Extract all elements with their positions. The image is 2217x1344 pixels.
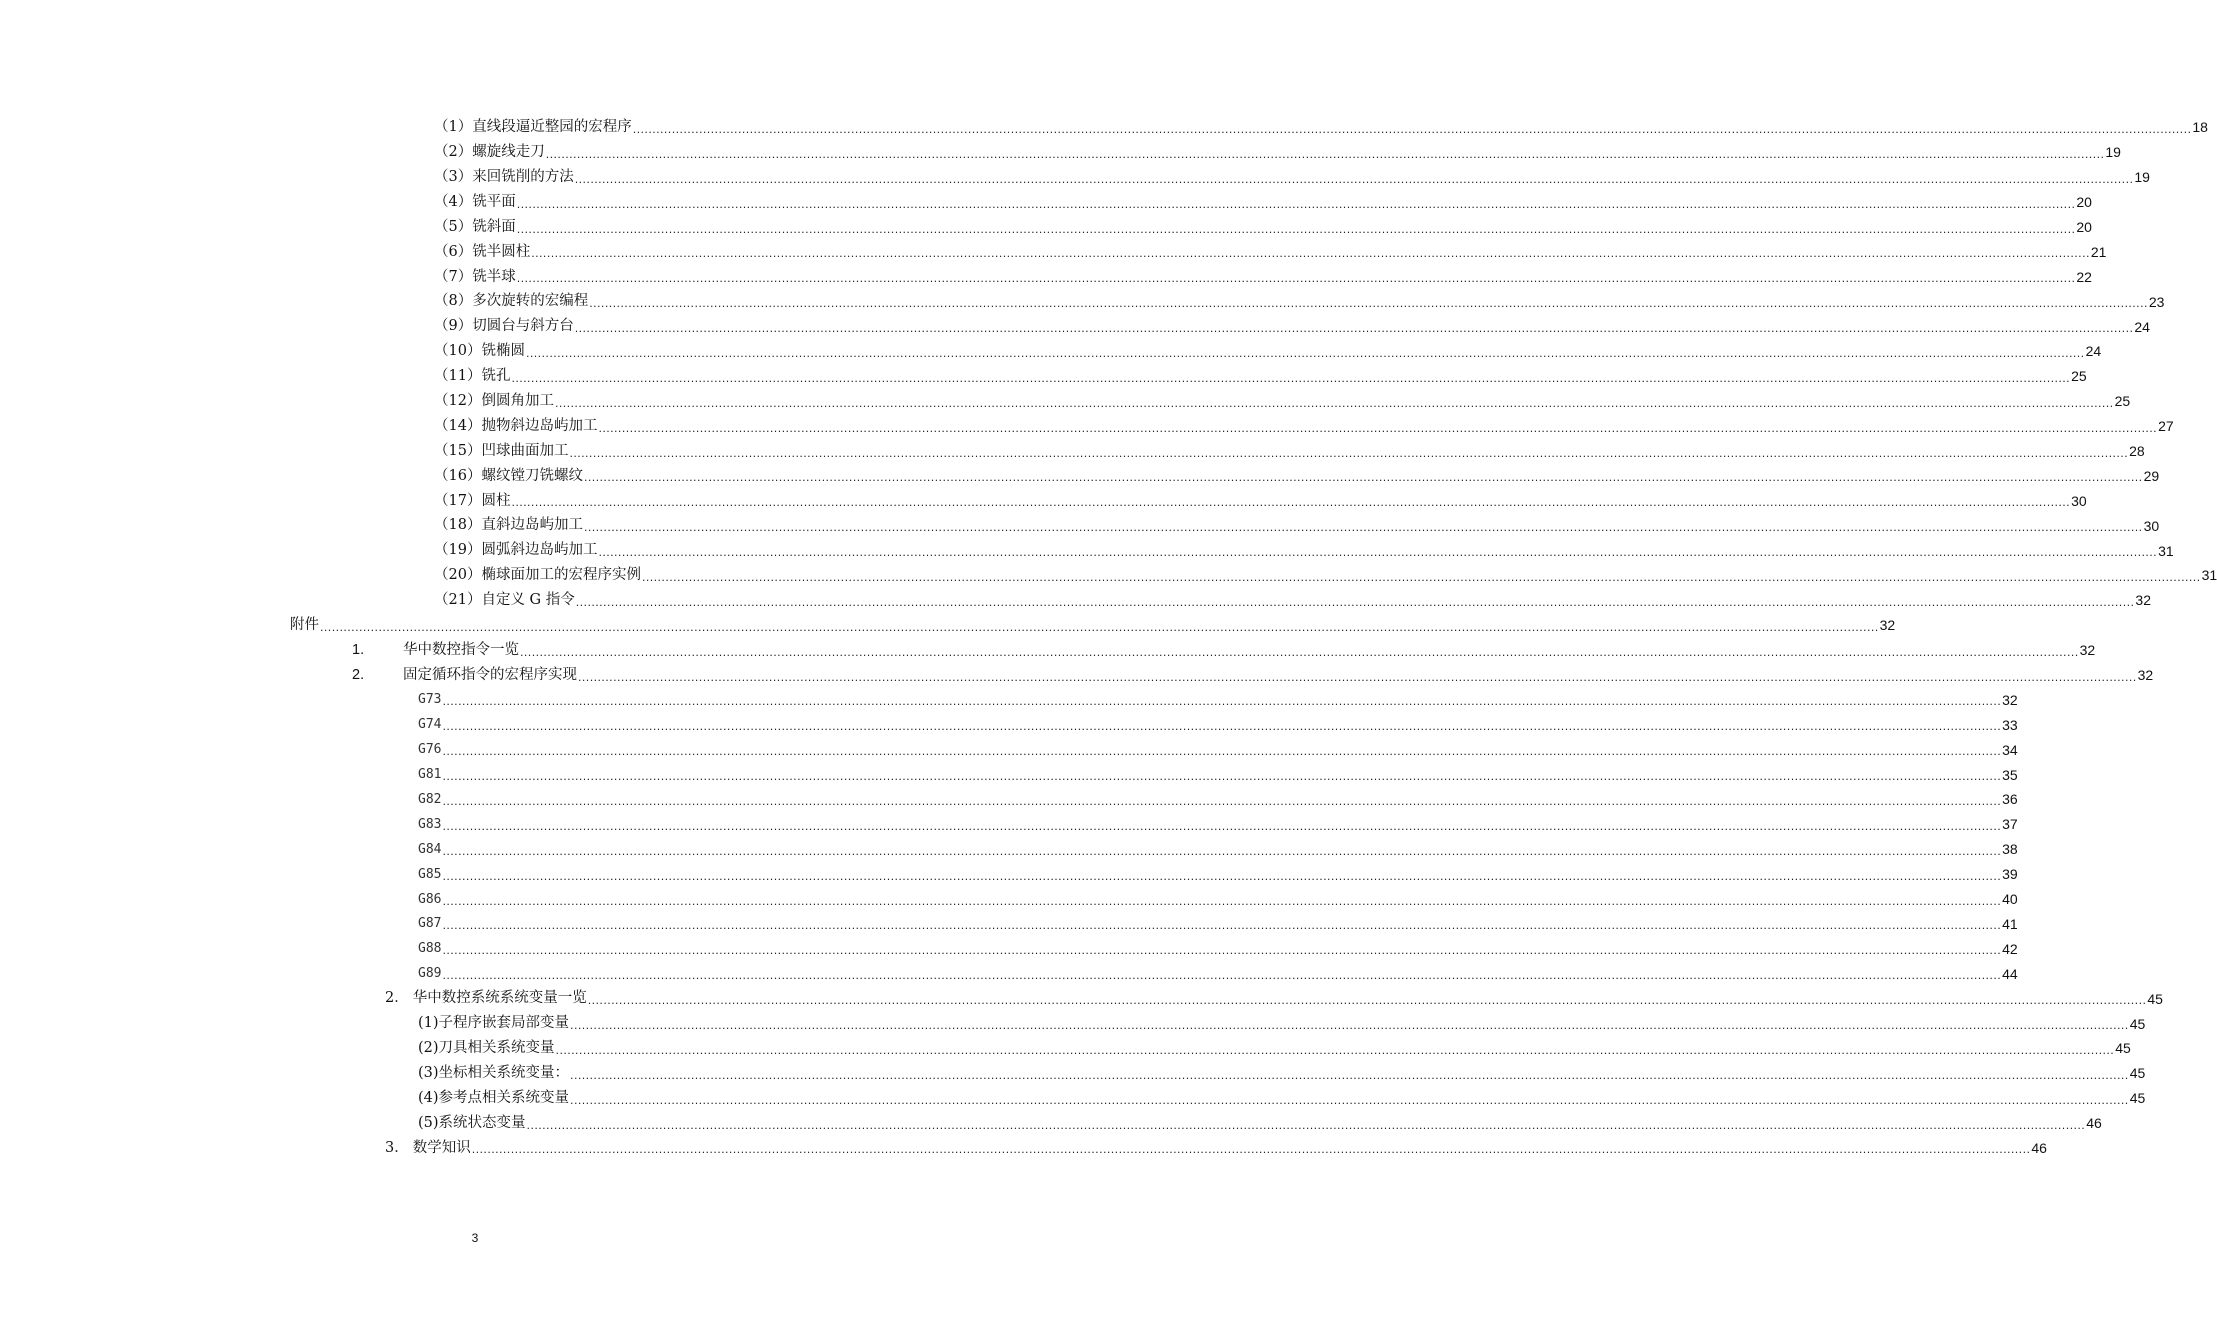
toc-dot-leader: ................................................................................................................................................................................................................................................................................................................................................................................................................ — [442, 819, 2002, 833]
toc-entry[interactable] — [209, 936, 2018, 961]
toc-dot-leader: ................................................................................................................................................................................................................................................................................................................................................................................................................ — [531, 247, 2090, 261]
page-number: 3 — [471, 1231, 479, 1245]
toc-entry-number: (3) — [418, 1065, 439, 1082]
toc-dot-leader: ................................................................................................................................................................................................................................................................................................................................................................................................................ — [578, 670, 2137, 684]
toc-entry-title: 铣椭圆 — [481, 343, 525, 360]
toc-entry[interactable] — [217, 563, 2217, 588]
toc-entry-title: G73 — [418, 692, 442, 708]
toc-entry-title: 直线段逼近整园的宏程序 — [472, 119, 632, 136]
toc-entry-page: 32 — [1879, 617, 1896, 634]
toc-entry-title: 华中数控指令一览 — [403, 641, 519, 658]
toc-entry[interactable] — [217, 190, 2092, 215]
toc-dot-leader: ................................................................................................................................................................................................................................................................................................................................................................................................................ — [570, 1019, 2129, 1032]
toc-dot-leader: ................................................................................................................................................................................................................................................................................................................................................................................................................ — [569, 446, 2129, 460]
toc-entry-number: （4） — [434, 193, 473, 210]
toc-entry-number: 3． — [385, 1139, 409, 1156]
toc-entry-title: G86 — [418, 891, 442, 907]
toc-entry-page: 19 — [2105, 144, 2121, 161]
toc-entry-page: 24 — [2134, 318, 2150, 335]
toc-entry-number: （12） — [434, 392, 482, 409]
toc-entry[interactable] — [217, 115, 2208, 140]
toc-dot-leader: ................................................................................................................................................................................................................................................................................................................................................................................................................ — [442, 894, 2002, 908]
toc-entry-title: 数学知识 — [412, 1139, 471, 1156]
toc-dot-leader: ................................................................................................................................................................................................................................................................................................................................................................................................................ — [442, 695, 2002, 709]
toc-dot-leader: ................................................................................................................................................................................................................................................................................................................................................................................................................ — [587, 994, 2147, 1008]
toc-entry-page: 37 — [2002, 816, 2018, 833]
toc-dot-leader: ................................................................................................................................................................................................................................................................................................................................................................................................................ — [442, 969, 2002, 983]
toc-entry-title: 刀具相关系统变量 — [438, 1040, 555, 1057]
toc-entry-title: G84 — [418, 841, 442, 857]
toc-entry-number: （19） — [434, 542, 482, 559]
toc-entry-title: 坐标相关系统变量： — [438, 1065, 570, 1082]
toc-entry-number: (1) — [418, 1015, 439, 1032]
toc-entry-page: 45 — [2129, 1090, 2146, 1107]
toc-dot-leader: ................................................................................................................................................................................................................................................................................................................................................................................................................ — [511, 371, 2071, 385]
toc-entry-number: （21） — [434, 592, 482, 609]
toc-entry-title: 圆弧斜边岛屿加工 — [481, 542, 598, 559]
toc-entry[interactable] — [209, 1036, 2131, 1061]
toc-entry-page: 34 — [2002, 741, 2018, 758]
toc-entry[interactable] — [217, 439, 2145, 464]
toc-entry-title: 直斜边岛屿加工 — [481, 517, 583, 534]
toc-entry-page: 31 — [2201, 567, 2217, 584]
toc-entry-page: 44 — [2002, 965, 2018, 982]
toc-entry-page: 40 — [2002, 891, 2018, 908]
toc-entry[interactable] — [217, 538, 2174, 563]
toc-entry-title: G85 — [418, 866, 442, 882]
toc-entry-title: 多次旋转的宏编程 — [472, 293, 589, 310]
toc-entry-number: （3） — [434, 168, 473, 185]
toc-entry-number: （7） — [434, 268, 473, 285]
toc-entry[interactable] — [217, 414, 2174, 439]
toc-entry-number: （18） — [434, 517, 482, 534]
toc-entry-title: 螺纹镗刀铣螺纹 — [481, 467, 583, 484]
toc-entry-title: 椭球面加工的宏程序实例 — [481, 567, 641, 584]
toc-entry-title: 参考点相关系统变量 — [438, 1089, 570, 1106]
toc-entry[interactable] — [217, 239, 2107, 264]
toc-entry[interactable] — [217, 264, 2092, 289]
toc-entry-title: 抛物斜边岛屿加工 — [481, 417, 598, 434]
toc-entry[interactable] — [209, 862, 2018, 887]
toc-entry-number: （17） — [434, 492, 482, 509]
toc-entry-page: 32 — [2002, 691, 2018, 708]
toc-entry-page: 45 — [2115, 1040, 2131, 1057]
toc-entry-page: 41 — [2002, 915, 2018, 932]
toc-entry-page: 20 — [2076, 219, 2092, 235]
toc-entry-page: 25 — [2114, 393, 2131, 410]
toc-entry[interactable] — [209, 712, 2018, 737]
toc-entry-page: 28 — [2129, 443, 2145, 460]
toc-entry[interactable] — [209, 912, 2018, 937]
toc-entry[interactable] — [209, 787, 2018, 812]
toc-entry-page: 32 — [2079, 642, 2096, 659]
toc-entry[interactable] — [209, 837, 2018, 862]
toc-entry-title: 铣半圆柱 — [472, 243, 531, 260]
toc-dot-leader: ................................................................................................................................................................................................................................................................................................................................................................................................................ — [471, 1143, 2031, 1157]
toc-entry[interactable] — [217, 140, 2121, 165]
toc-entry-number: （14） — [434, 417, 482, 434]
toc-dot-leader: ................................................................................................................................................................................................................................................................................................................................................................................................................ — [641, 570, 2201, 584]
toc-entry-title: G83 — [418, 816, 442, 832]
toc-dot-leader: ................................................................................................................................................................................................................................................................................................................................................................................................................ — [511, 496, 2071, 510]
toc-dot-leader: ................................................................................................................................................................................................................................................................................................................................................................................................................ — [632, 122, 2192, 136]
toc-entry-page: 32 — [2135, 592, 2151, 609]
toc-entry[interactable] — [209, 961, 2018, 986]
toc-entry[interactable] — [217, 314, 2150, 339]
toc-entry[interactable] — [209, 1086, 2146, 1111]
toc-entry-page: 20 — [2076, 194, 2092, 211]
toc-dot-leader: ................................................................................................................................................................................................................................................................................................................................................................................................................ — [526, 1118, 2086, 1132]
toc-entry-title: 铣孔 — [481, 368, 511, 385]
toc-entry-page: 18 — [2192, 119, 2208, 136]
toc-dot-leader: ................................................................................................................................................................................................................................................................................................................................................................................................................ — [442, 869, 2002, 883]
toc-dot-leader: ................................................................................................................................................................................................................................................................................................................................................................................................................ — [598, 546, 2158, 560]
toc-entry-page: 33 — [2002, 716, 2018, 733]
toc-dot-leader: ................................................................................................................................................................................................................................................................................................................................................................................................................ — [516, 272, 2076, 286]
toc-dot-leader: ................................................................................................................................................................................................................................................................................................................................................................................................................ — [320, 620, 1879, 634]
toc-entry-page: 24 — [2085, 343, 2102, 360]
toc-entry-number: （20） — [434, 567, 482, 584]
toc-entry-title: 铣半球 — [472, 268, 516, 285]
toc-entry[interactable] — [217, 215, 2092, 240]
toc-entry-title: 螺旋线走刀 — [472, 144, 545, 161]
toc-entry-title: G81 — [418, 767, 442, 783]
toc-entry[interactable] — [217, 364, 2087, 389]
toc-dot-leader: ................................................................................................................................................................................................................................................................................................................................................................................................................ — [583, 471, 2143, 485]
toc-entry[interactable] — [209, 687, 2018, 712]
toc-entry[interactable] — [217, 389, 2131, 414]
toc-entry-page: 31 — [2158, 542, 2174, 559]
toc-entry-title: 固定循环指令的宏程序实现 — [403, 666, 577, 683]
toc-entry-page: 30 — [2071, 492, 2087, 509]
toc-entry-title: 自定义 G 指令 — [481, 592, 575, 609]
toc-dot-leader: ................................................................................................................................................................................................................................................................................................................................................................................................................ — [570, 1093, 2129, 1107]
toc-entry[interactable] — [209, 1011, 2146, 1036]
toc-entry-page: 23 — [2148, 293, 2165, 310]
toc-entry-title: 圆柱 — [481, 492, 511, 509]
toc-dot-leader: ................................................................................................................................................................................................................................................................................................................................................................................................................ — [442, 745, 2002, 759]
toc-entry[interactable] — [209, 812, 2018, 837]
toc-dot-leader: ................................................................................................................................................................................................................................................................................................................................................................................................................ — [574, 172, 2134, 186]
toc-dot-leader: ................................................................................................................................................................................................................................................................................................................................................................................................................ — [442, 919, 2002, 933]
toc-entry-title: 铣斜面 — [472, 218, 516, 235]
toc-dot-leader: ................................................................................................................................................................................................................................................................................................................................................................................................................ — [516, 222, 2076, 236]
toc-dot-leader: ................................................................................................................................................................................................................................................................................................................................................................................................................ — [589, 297, 2148, 311]
toc-entry-page: 45 — [2147, 990, 2163, 1007]
toc-entry-title: 附件 — [290, 617, 319, 633]
toc-entry-number: (5) — [418, 1114, 439, 1131]
toc-entry-page: 38 — [2002, 841, 2018, 858]
toc-entry-number: （6） — [434, 243, 473, 260]
toc-entry[interactable] — [217, 165, 2150, 190]
toc-entry-number: （1） — [434, 119, 473, 136]
toc-entry[interactable] — [209, 1136, 2047, 1161]
toc-entry-number: （8） — [434, 293, 473, 310]
toc-entry-number: （10） — [434, 343, 482, 360]
toc-dot-leader: ................................................................................................................................................................................................................................................................................................................................................................................................................ — [555, 1043, 2115, 1057]
toc-dot-leader: ................................................................................................................................................................................................................................................................................................................................................................................................................ — [442, 844, 2002, 858]
table-of-contents — [0, 115, 2217, 1160]
toc-entry-number: （16） — [434, 467, 482, 484]
toc-entry-page: 36 — [2002, 791, 2018, 808]
toc-entry-page: 45 — [2129, 1065, 2146, 1082]
toc-entry[interactable] — [217, 488, 2087, 513]
toc-entry-title: 铣平面 — [472, 193, 516, 210]
toc-entry-title: 子程序嵌套局部变量 — [438, 1015, 570, 1032]
toc-entry-page: 21 — [2090, 243, 2107, 260]
toc-entry-title: 凹球曲面加工 — [481, 442, 569, 459]
toc-dot-leader: ................................................................................................................................................................................................................................................................................................................................................................................................................ — [598, 421, 2158, 435]
toc-dot-leader: ................................................................................................................................................................................................................................................................................................................................................................................................................ — [575, 595, 2135, 609]
toc-entry-number: （15） — [434, 442, 482, 459]
toc-entry-number: （2） — [434, 144, 473, 161]
toc-entry[interactable] — [217, 339, 2102, 364]
toc-dot-leader: ................................................................................................................................................................................................................................................................................................................................................................................................................ — [520, 645, 2079, 659]
toc-entry-page: 29 — [2143, 467, 2160, 484]
toc-entry-page: 45 — [2129, 1015, 2146, 1032]
toc-entry-title: 来回铣削的方法 — [472, 168, 574, 185]
toc-entry[interactable] — [217, 463, 2160, 488]
toc-entry-page: 35 — [2002, 766, 2018, 783]
toc-entry-number: (2) — [418, 1040, 439, 1057]
toc-entry-number: （11） — [434, 368, 482, 385]
toc-entry-number: 2. — [352, 666, 365, 683]
toc-entry-title: 系统状态变量 — [438, 1114, 526, 1131]
toc-entry-page: 30 — [2143, 517, 2160, 534]
toc-dot-leader: ................................................................................................................................................................................................................................................................................................................................................................................................................ — [554, 396, 2114, 410]
toc-entry-number: (4) — [418, 1089, 439, 1106]
toc-entry[interactable] — [209, 986, 2163, 1011]
toc-entry-page: 46 — [2086, 1115, 2102, 1132]
toc-entry[interactable] — [209, 762, 2018, 787]
toc-entry-title: G74 — [418, 717, 442, 733]
toc-dot-leader: ................................................................................................................................................................................................................................................................................................................................................................................................................ — [545, 147, 2105, 161]
toc-entry-number: 2． — [385, 990, 409, 1007]
toc-dot-leader: ................................................................................................................................................................................................................................................................................................................................................................................................................ — [516, 197, 2076, 211]
toc-entry-title: 切圆台与斜方台 — [472, 318, 574, 335]
toc-dot-leader: ................................................................................................................................................................................................................................................................................................................................................................................................................ — [442, 770, 2002, 784]
toc-dot-leader: ................................................................................................................................................................................................................................................................................................................................................................................................................ — [583, 521, 2143, 535]
toc-entry-title: G89 — [418, 966, 442, 982]
toc-entry-page: 39 — [2002, 866, 2018, 883]
toc-entry[interactable] — [209, 1061, 2146, 1086]
toc-entry[interactable] — [217, 588, 2151, 613]
toc-entry[interactable] — [209, 737, 2018, 762]
toc-dot-leader: ................................................................................................................................................................................................................................................................................................................................................................................................................ — [525, 346, 2085, 360]
toc-entry-number: （9） — [434, 318, 473, 335]
toc-entry-page: 19 — [2134, 169, 2150, 186]
toc-dot-leader: ................................................................................................................................................................................................................................................................................................................................................................................................................ — [570, 1068, 2129, 1082]
toc-entry[interactable] — [176, 638, 2096, 663]
toc-dot-leader: ................................................................................................................................................................................................................................................................................................................................................................................................................ — [442, 944, 2002, 958]
toc-dot-leader: ................................................................................................................................................................................................................................................................................................................................................................................................................ — [442, 794, 2002, 808]
toc-entry-page: 42 — [2002, 940, 2018, 957]
toc-entry-page: 22 — [2076, 268, 2092, 285]
toc-entry-title: 华中数控系统系统变量一览 — [412, 990, 587, 1007]
toc-entry-title: G82 — [418, 791, 442, 807]
toc-entry-page: 46 — [2031, 1139, 2047, 1156]
toc-entry-page: 32 — [2137, 667, 2154, 684]
toc-dot-leader: ................................................................................................................................................................................................................................................................................................................................................................................................................ — [442, 720, 2002, 734]
toc-entry[interactable] — [145, 613, 1896, 638]
toc-entry-number: （5） — [434, 218, 473, 235]
toc-entry-number: 1. — [352, 641, 365, 658]
toc-entry[interactable] — [217, 289, 2165, 314]
toc-entry[interactable] — [217, 513, 2160, 538]
toc-entry-title: G88 — [418, 941, 442, 957]
toc-entry[interactable] — [176, 663, 2154, 688]
toc-entry-title: G76 — [418, 742, 442, 758]
toc-entry-title: G87 — [418, 916, 442, 932]
toc-entry-page: 25 — [2071, 368, 2087, 385]
toc-dot-leader: ................................................................................................................................................................................................................................................................................................................................................................................................................ — [574, 322, 2134, 336]
toc-entry-page: 27 — [2158, 418, 2174, 435]
toc-entry[interactable] — [209, 887, 2018, 912]
toc-entry-title: 倒圆角加工 — [481, 392, 554, 409]
toc-entry[interactable] — [209, 1111, 2102, 1136]
